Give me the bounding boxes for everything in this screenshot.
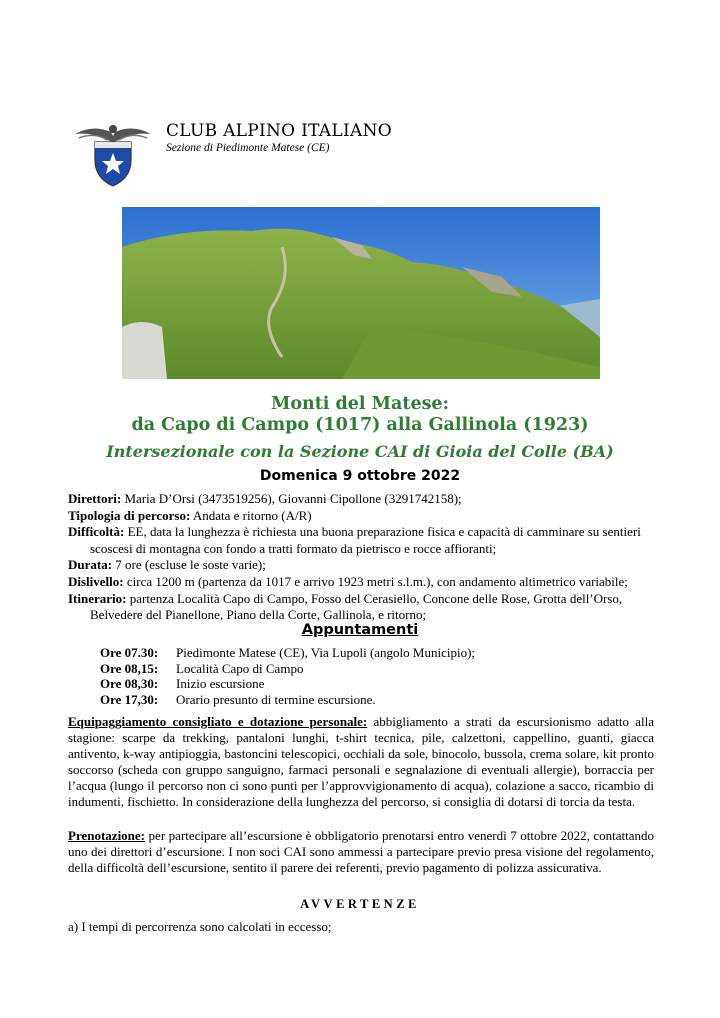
tipologia-row: Tipologia di percorso: Andata e ritorno (A/R) [68, 507, 312, 523]
schedule-row: Ore 08,15: Località Capo di Campo [100, 660, 304, 676]
schedule-row: Ore 07.30: Piedimonte Matese (CE), Via Lupoli (angolo Municipio); [100, 645, 476, 660]
avvertenze-title: AVVERTENZE [300, 897, 420, 911]
mountain-photo [122, 207, 600, 379]
subtitle: Intersezionale con la Sezione CAI di Gioia del Colle (BA) [106, 442, 614, 461]
prenotazione-paragraph: Prenotazione: per partecipare all’escursione è obbligatorio prenotarsi entro venerdì 7 ottobre 2022, contattando uno dei direttori d’escursione. I non soci CAI sono ammessi a partecipare previo presa visione del regolamento, della difficoltà dell’escursione, sentito il parere dei referenti, previo pagamento di polizza assicurativa. [68, 828, 654, 875]
title-line-2: da Capo di Campo (1017) alla Gallinola (1923) [131, 415, 589, 435]
difficolta-row: Difficoltà: EE, data la lunghezza è richiesta una buona preparazione fisica e capacità di camminare su sentieri [68, 524, 641, 540]
durata-row: Durata: 7 ore (escluse le soste varie); [68, 557, 266, 573]
itinerario-row: Itinerario: partenza Località Capo di Campo, Fosso del Cerasiello, Concone delle Rose, Grotta dell’Orso, [68, 590, 623, 606]
equipaggiamento-paragraph: Equipaggiamento consigliato e dotazione personale: abbigliamento a strati da escursionismo adatto alla stagione: scarpe da trekking, pantaloni lunghi, t-shirt tecnica, pile, calzettoni, cappellino, guanti, giacca antivento, k-way antipioggia, bastoncini telescopici, occhiali da sole, binocolo, bussola, crema solare, kit pronto soccorso (scheda con gruppo sanguigno, farmaci personali e segnalazione di eventuali allergie), borraccia per l’acqua (lungo il percorso non ci sono punti per l’approvvigionamento di acqua), colazione a sacco, ricambio di indumenti, fischietto. In considerazione della lunghezza del percorso, si consiglia di dotarsi di torcia da testa. [68, 714, 654, 809]
schedule-row: Ore 17,30: Orario presunto di termine escursione. [100, 691, 376, 707]
section-name: Sezione di Piedimonte Matese (CE) [166, 142, 330, 154]
avvertenze-item-a: a) I tempi di percorrenza sono calcolati in eccesso; [68, 919, 332, 934]
club-name: CLUB ALPINO ITALIANO [166, 121, 393, 141]
difficolta-row-cont: scoscesi di montagna con fondo a tratti formato da pietrisco e rocce affioranti; [90, 540, 497, 556]
info-block [68, 491, 658, 624]
itinerario-row-cont: Belvedere del Pianellone, Piano della Corte, Gallinola, e ritorno; [90, 607, 427, 623]
event-date: Domenica 9 ottobre 2022 [259, 468, 461, 484]
dislivello-row: Dislivello: circa 1200 m (partenza da 1017 e arrivo 1923 metri s.l.m.), con andamento altimetrico variabile; [68, 573, 628, 589]
schedule-row: Ore 08,30: Inizio escursione [100, 676, 265, 691]
direttori-row: Direttori: Maria D’Orsi (3473519256), Giovanni Cipollone (3291742158); [68, 491, 462, 506]
schedule [100, 645, 475, 707]
appuntamenti-title: Appuntamenti [301, 622, 419, 638]
cai-logo-icon [73, 120, 153, 188]
title-line-1: Monti del Matese: [270, 394, 450, 414]
